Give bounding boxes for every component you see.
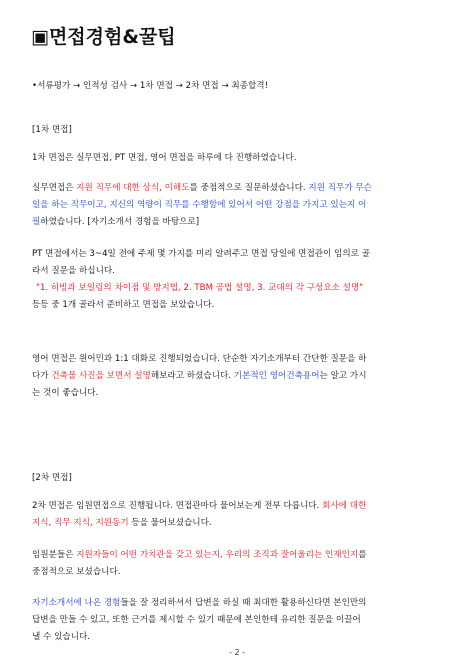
english-interview-paragraph: 영어 면접은 원어민과 1:1 대화로 진행되었습니다. 단순한 자기소개부터 간단한 질문을 하 다가 건축물 사진을 보면서 설명해보라고 하셨습니다. 기본적인 영어건축용어는 알고 가시 는 것이 좋습니다. bbox=[32, 354, 367, 398]
page-title: ▣면접경험&꿀팁 bbox=[31, 26, 176, 48]
page-number: - 2 - bbox=[229, 648, 245, 657]
highlight-red: 지식, 직무 지식, 지원동기 bbox=[32, 518, 129, 528]
highlight-blue: 자기소개서에 나온 경험 bbox=[32, 598, 121, 608]
highlight-blue: 기본적인 영어건축용어 bbox=[233, 371, 320, 381]
practical-interview-paragraph: 실무면접은 지원 직무에 대한 상식, 이해도를 중점적으로 질문하셨습니다. 지원 직무가 무슨 일을 하는 직무이고, 지신의 역량이 직무를 수행함에 있어서 어떤 강점을 가지고 있는지 어 필하였습니다. [자기소개서 경험을 바탕으로] bbox=[32, 180, 444, 231]
highlight-blue: 지원 직무가 무슨 bbox=[308, 183, 372, 193]
highlight-red: 회사에 대한 bbox=[322, 501, 367, 511]
highlight-blue: 일을 하는 직무이고, 지신의 역량이 직무를 수행함에 있어서 어떤 강점을 가지고 있는지 어 bbox=[32, 200, 367, 210]
section-heading-second-interview: [2차 면접] bbox=[32, 473, 72, 483]
highlight-red: 건축물 사진을 보면서 설명 bbox=[51, 371, 151, 381]
executive-interview-paragraph: 2차 면접은 임원면접으로 진행됩니다. 면접관마다 물어보는게 전부 다릅니다. 회사에 대한 지식, 직무 지식, 지원동기 등을 물어보셨습니다. bbox=[32, 501, 367, 528]
executive-focus-paragraph: 임원분들은 지원자들이 어떤 가치관을 갖고 있는지, 우리의 조직과 잘어울리는 인재인지를 중점적으로 보셨습니다. bbox=[32, 550, 367, 577]
process-line: •서류평가 → 인적성 검사 → 1차 면접 → 2차 면접 → 최종합격! bbox=[32, 81, 269, 91]
highlight-red: "1. 히빙과 보일링의 차이점 및 방지법, 2. TBM 공법 설명, 3. 교대의 각 구성요소 설명" bbox=[36, 283, 364, 293]
self-introduction-tip-paragraph: 자기소개서에 나온 경험들을 잘 정리하셔서 답변을 하실 때 최대한 활용하신다면 본인만의 답변을 만들 수 있고, 또한 근거를 제시할 수 있기 때문에 본인한테 유리한 질문을 이끌어 낼 수 있습니다. bbox=[32, 598, 367, 642]
section-heading-first-interview: [1차 면접] bbox=[32, 125, 72, 135]
process-flow bbox=[32, 78, 444, 95]
pt-interview-paragraph: PT 면접에서는 3~4일 전에 주제 몇 가지를 미리 알려주고 면접 당일에 면접관이 임의로 골 라서 질문을 하십니다. "1. 히빙과 보일링의 차이점 및 방지법, 2. TBM 공법 설명, 3. 교대의 각 구성요소 설명" 등등 중 1개 골라서 준비하고 면접을 보았습니다. bbox=[32, 246, 444, 314]
first-interview-overview: 1차 면접은 실무면접, PT 면접, 영어 면접을 하루에 다 진행하였습니다. bbox=[32, 153, 297, 163]
highlight-red: 지원 직무에 대한 상식, 이해도 bbox=[76, 183, 190, 193]
highlight-red: 지원자들이 어떤 가치관을 갖고 있는지, 우리의 조직과 잘어울리는 인재인지 bbox=[76, 550, 359, 560]
